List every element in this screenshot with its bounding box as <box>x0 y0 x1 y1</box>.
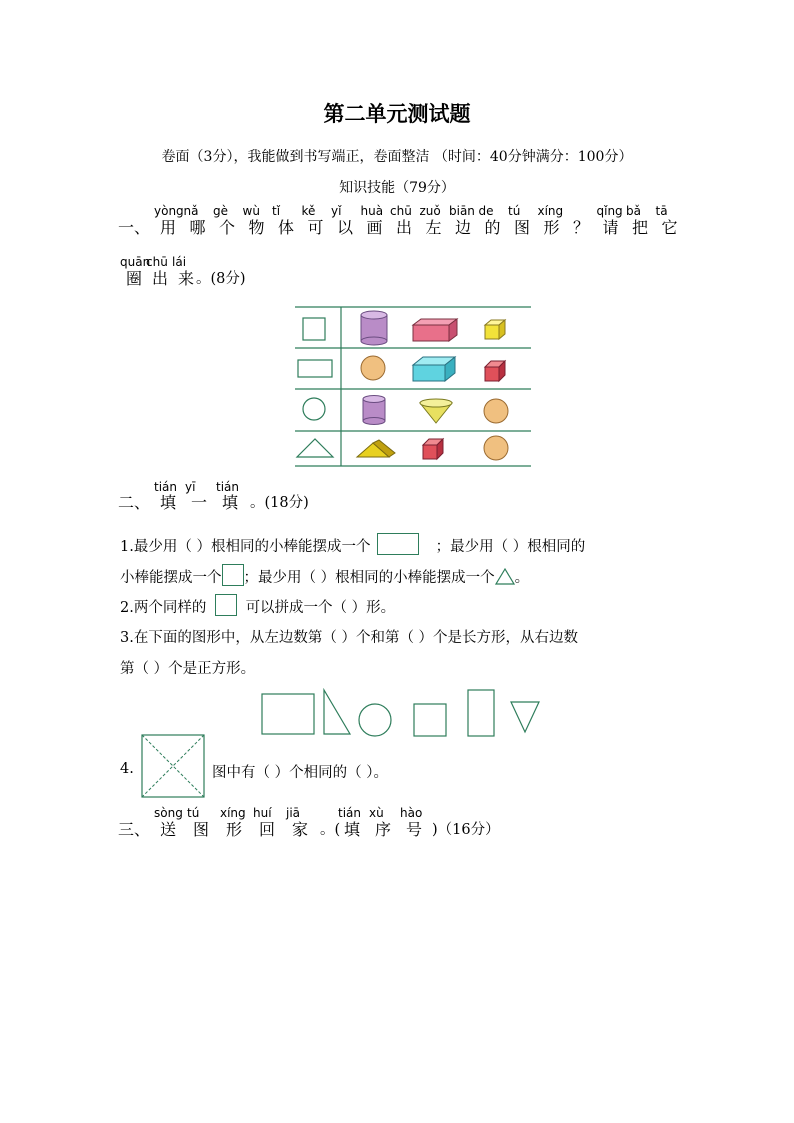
q1-char: 形 <box>543 218 560 237</box>
q2-item3-line2: 第（ ）个是正方形。 <box>120 661 256 677</box>
ball-icon <box>484 436 508 460</box>
square-with-diagonals-icon <box>140 733 206 799</box>
q2-pinyin: yī <box>185 480 196 494</box>
page-subtitle: 卷面（3分），我能做到书写端正，卷面整洁 （时间：40分钟满分：100分） <box>161 149 633 165</box>
cylinder-icon <box>363 396 385 425</box>
q2-char: 填 <box>160 493 177 512</box>
q1-pinyin: chū <box>390 204 412 218</box>
q2-item1-part-b: ；最少用（ ）根相同的 <box>435 539 586 555</box>
q1-char: ？ <box>573 218 590 237</box>
q3-pinyin: tú <box>187 806 200 820</box>
q1-pinyin: tǐ <box>272 204 281 218</box>
q2-item1-part-a: 1.最少用（ ）根相同的小棒能摆成一个 <box>120 539 371 555</box>
q2-points: 。(18分) <box>250 495 309 511</box>
q3-char: 回 <box>259 820 276 839</box>
q2-item1-part-d: ；最少用（ ）根相同的小棒能摆成一个 <box>243 570 495 586</box>
q2-item1-line1 <box>120 533 585 556</box>
cube-icon <box>485 320 505 339</box>
q1-pinyin: yòng <box>154 204 184 218</box>
q1-pinyin: nǎ <box>183 204 199 218</box>
cube-icon <box>485 361 505 381</box>
q2-item1-part-c: 小棒能摆成一个 <box>120 570 222 586</box>
q2-char: 一 <box>191 493 208 512</box>
q2-item2-part-b: 可以拼成一个（ ）形。 <box>245 600 396 616</box>
q3-pinyin: sòng <box>154 806 183 820</box>
q1-char: 画 <box>366 218 383 237</box>
q2-item2-part-a: 2.两个同样的 <box>120 600 207 616</box>
circle-outline-icon <box>359 704 391 736</box>
q3-fill-char: 号 <box>406 820 423 839</box>
q2-item4-text: 图中有（ ）个相同的（ ）。 <box>212 765 388 781</box>
q3-char: 形 <box>226 820 243 839</box>
triangular-prism-icon <box>357 440 395 457</box>
rectangle-outline-icon <box>298 360 332 377</box>
rectangle-outline-icon <box>468 690 494 736</box>
q1-char: 体 <box>278 218 295 237</box>
q1-char: 边 <box>455 218 472 237</box>
q2-item1-line2 <box>120 564 529 587</box>
q1-pinyin: xíng <box>537 204 564 218</box>
cuboid-icon <box>413 319 457 341</box>
q1-pinyin: tā <box>655 204 668 218</box>
q1-pinyin: qǐng <box>596 204 623 218</box>
rectangle-outline-icon <box>377 533 419 555</box>
q2-shape-row <box>258 688 543 740</box>
q1-pinyin: yǐ <box>331 204 342 218</box>
q3-char: 家 <box>292 820 309 839</box>
q1-line2-pinyin: quān <box>120 255 151 269</box>
cylinder-icon <box>361 311 387 345</box>
ball-icon <box>484 399 508 423</box>
q3-char: 图 <box>193 820 210 839</box>
q3-pinyin: jiā <box>286 806 301 820</box>
q1-char: 把 <box>632 218 649 237</box>
q3-number: 三、 <box>118 820 151 839</box>
q1-line2-char: 圈 <box>126 269 143 288</box>
q1-pinyin: tú <box>508 204 521 218</box>
q1-pinyin: bǎ <box>626 204 641 218</box>
rectangle-outline-icon <box>262 694 314 734</box>
q3-char: 送 <box>160 820 177 839</box>
page-title: 第二单元测试题 <box>323 101 471 126</box>
q2-number: 二、 <box>118 493 151 512</box>
q1-line2-char: 出 <box>152 269 169 288</box>
q2-char: 填 <box>222 493 239 512</box>
square-outline-icon <box>222 564 244 586</box>
square-outline-icon <box>215 594 237 616</box>
q1-line2-char: 来 <box>178 269 195 288</box>
q1-char: 物 <box>248 218 265 237</box>
q2-item2 <box>120 594 395 617</box>
q1-char: 可 <box>307 218 324 237</box>
q1-char: 个 <box>219 218 236 237</box>
section-header: 知识技能（79分） <box>339 180 455 196</box>
q3-fill-char: 序 <box>375 820 392 839</box>
q3-pinyin: xíng <box>220 806 246 820</box>
q2-item1-part-e: 。 <box>514 570 530 586</box>
q1-number: 一、 <box>118 218 151 237</box>
q1-char: 用 <box>160 218 177 237</box>
q1-pinyin: biān <box>449 204 475 218</box>
q1-char: 左 <box>425 218 442 237</box>
q3-fill-pinyin: xù <box>369 806 384 820</box>
q1-char: 的 <box>484 218 501 237</box>
q1-pinyin: gè <box>213 204 228 218</box>
triangle-outline-icon <box>324 690 350 734</box>
square-outline-icon <box>414 704 446 736</box>
circle-outline-icon <box>303 398 325 420</box>
square-outline-icon <box>303 318 325 340</box>
q3-fill-char: 填 <box>344 820 361 839</box>
q3-fill-pinyin: hào <box>400 806 423 820</box>
q2-item3-line1: 3.在下面的图形中，从左边数第（ ）个和第（ ）个是长方形，从右边数 <box>120 630 579 646</box>
q1-char: 出 <box>396 218 413 237</box>
q1-char: 哪 <box>189 218 206 237</box>
cube-icon <box>423 439 443 459</box>
q1-pinyin: de <box>478 204 494 218</box>
q1-line2-pinyin: lái <box>172 255 187 269</box>
q2-item4-number: 4. <box>120 761 134 777</box>
q3-paren-open: 。( <box>320 822 341 838</box>
q1-char: 图 <box>514 218 531 237</box>
q1-char: 它 <box>661 218 678 237</box>
q2-pinyin: tián <box>154 480 177 494</box>
q1-char: 以 <box>337 218 354 237</box>
cone-icon <box>420 399 452 423</box>
q3-pinyin: huí <box>253 806 272 820</box>
q1-line2-pinyin: chū <box>146 255 168 269</box>
q1-char: 请 <box>602 218 619 237</box>
ball-icon <box>361 356 385 380</box>
q1-pinyin: wù <box>242 204 260 218</box>
triangle-outline-icon <box>495 567 515 585</box>
shape-matching-table <box>295 305 535 470</box>
q2-pinyin: tián <box>216 480 239 494</box>
q3-points: )（16分） <box>432 822 500 838</box>
q3-fill-pinyin: tián <box>338 806 361 820</box>
q1-pinyin: kě <box>301 204 316 218</box>
q1-pinyin: huà <box>360 204 384 218</box>
cuboid-icon <box>413 357 455 381</box>
q1-pinyin: zuǒ <box>419 204 441 218</box>
triangle-outline-icon <box>297 439 333 457</box>
triangle-outline-icon <box>511 702 539 732</box>
q1-points: 。(8分) <box>196 271 246 287</box>
